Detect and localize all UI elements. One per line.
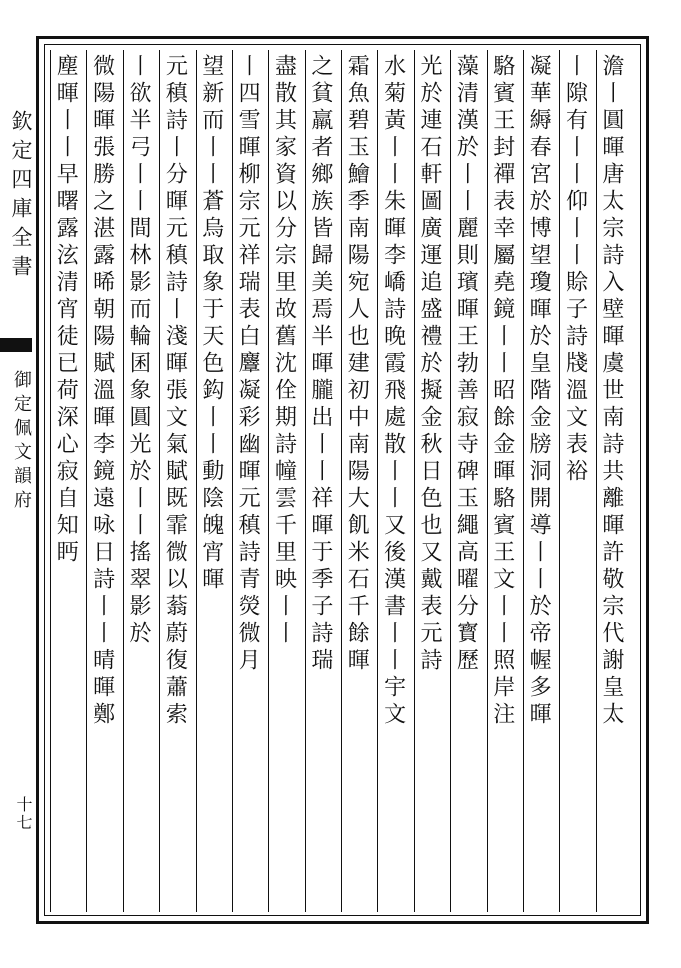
book-title: 御定佩文韻府 — [11, 370, 32, 514]
text-column — [596, 50, 633, 912]
column-text: 丨欲半弓丨丨間林影而輪囷象圓光於丨丨搖翠影於 — [125, 54, 151, 648]
column-text: 霜魚碧玉鱠季南陽宛人也建初中南陽大飢米石千餘暉 — [344, 54, 370, 675]
column-text: 丨隙有丨丨仰丨丨賒子詩牋溫文表裕 — [562, 54, 588, 486]
column-text: 微陽暉張勝之湛露晞朝陽賦溫暉李鏡遠咏日詩丨丨晴暉鄭 — [89, 54, 115, 729]
text-column — [123, 50, 160, 912]
page-margin — [0, 40, 34, 920]
collection-title: 欽定四庫全書 — [9, 110, 33, 284]
column-text: 望新而丨丨蒼烏取象于天色鈎丨丨動陰魄宵暉 — [198, 54, 224, 594]
text-column — [50, 50, 87, 912]
text-column — [196, 50, 233, 912]
page-number: 十七 — [14, 796, 33, 832]
text-column — [523, 50, 560, 912]
column-text: 水菊黃丨丨朱暉李嶠詩晚霞飛處散丨丨又後漢書丨丨宇文 — [380, 54, 406, 729]
column-text: 盡散其家資以分宗里故舊沈佺期詩幢雲千里映丨丨 — [271, 54, 297, 648]
text-column — [232, 50, 269, 912]
column-text: 光於連石軒圖廣運追盛禮於擬金秋日色也又戴表元詩 — [416, 54, 442, 675]
column-text: 藻清漢於丨丨麗則璸暉王勃善寂寺碑玉繩高曜分寳歷 — [453, 54, 479, 675]
text-column — [487, 50, 524, 912]
column-text: 丨四雪暉柳宗元祥瑞表白麞凝彩幽暉元稹詩青熒微月 — [235, 54, 261, 675]
text-column — [414, 50, 451, 912]
column-text: 塵暉丨丨早曙露泫清宵徒已荷深心寂自知眄 — [53, 54, 79, 567]
text-column — [86, 50, 123, 912]
text-column — [450, 50, 487, 912]
text-column — [559, 50, 596, 912]
text-column — [377, 50, 414, 912]
text-column — [268, 50, 305, 912]
column-text: 駱賓王封禪表幸屬堯鏡丨丨昭餘金暉駱賓王文丨丨照岸注 — [489, 54, 515, 729]
text-column — [159, 50, 196, 912]
text-column — [341, 50, 378, 912]
column-text: 之貧羸者鄉族皆歸美焉半暉朧出丨丨祥暉于季子詩瑞 — [307, 54, 333, 675]
text-column — [305, 50, 342, 912]
column-text: 澹丨圓暉唐太宗詩入壁暉虞世南詩共離暉許敬宗代謝皇太 — [598, 54, 624, 729]
column-text: 元稹詩丨分暉元稹詩丨淺暉張文氣賦既霏微以蓊蔚復蕭索 — [162, 54, 188, 729]
column-text: 凝華縟春宮於博望瓊暉於皇階金牓洞開導丨丨於帝幄多暉 — [526, 54, 552, 729]
fish-tail-mark — [0, 338, 32, 352]
